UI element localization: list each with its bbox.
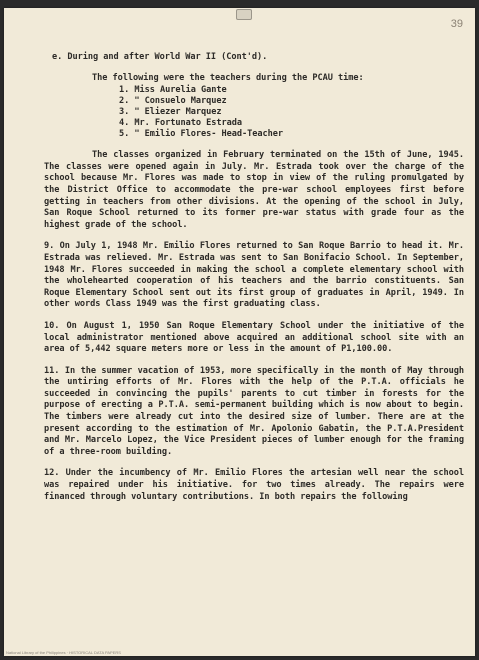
footer-credit: National Library of the Philippines · HISTORICAL DATA PAPERS <box>6 650 121 655</box>
teacher-item: 4. Mr. Fortunato Estrada <box>119 118 242 129</box>
teacher-item: 2. " Consuelo Marquez <box>119 96 227 107</box>
document-page <box>4 8 475 656</box>
teacher-item: 1. Miss Aurelia Gante <box>119 85 227 96</box>
binder-clip <box>236 9 252 20</box>
teacher-item: 5. " Emilio Flores- Head-Teacher <box>119 129 283 140</box>
page-number: 39 <box>450 18 463 30</box>
paragraph-9: 9. On July 1, 1948 Mr. Emilio Flores returned to San Roque Barrio to head it. Mr. Estrada was relieved. Mr. Estrada was sent to San Bonifacio School. In September, 1948 Mr. Flores succeeded in making the school a complete elementary school with the wholehearted cooperation of his teachers and the barrio constituents. San Roque Elementary School sent out its first group of graduates in April, 1949. In other words Class 1949 was the first graduating class. <box>44 241 464 310</box>
section-heading: e. During and after World War II (Cont'd). <box>52 52 268 62</box>
typed-text <box>44 52 464 513</box>
teacher-list <box>44 85 464 140</box>
intro-line: The following were the teachers during the PCAU time: <box>92 72 364 83</box>
paragraph-10: 10. On August 1, 1950 San Roque Elementary School under the initiative of the local administrator mentioned above acquired an additional school site with an area of 5,442 square meters more or less in the amount of P1,100.00. <box>44 320 464 355</box>
teacher-item: 3. " Eliezer Marquez <box>119 107 222 118</box>
paragraph-11: 11. In the summer vacation of 1953, more specifically in the month of May through the untiring efforts of Mr. Flores with the help of the P.T.A. officials he succeeded in convincing the pupils' parents to cut timber in forests for the purpose of erecting a P.T.A. semi-permanent building which is now about to begin. The timbers were already cut into the desired size of lumber. There are at the present according to the estimation of Mr. Apolonio Gabatin, the P.T.A.President and Mr. Marcelo Lopez, the Vice President pieces of lumber enough for the framing of a three-room building. <box>44 365 464 457</box>
paragraph-classes: The classes organized in February terminated on the 15th of June, 1945. The classes were opened again in July. Mr. Estrada took over the charge of the school because Mr. Flores was made to stop in view of the ruling promulgated by the District Office to accommodate the pre-war school employees first before getting in teachers from other divisions. At the opening of the school in July, San Roque School returned to its former pre-war status with grade four as the highest grade of the school. <box>44 150 464 230</box>
paragraph-12: 12. Under the incumbency of Mr. Emilio Flores the artesian well near the school was repaired under his initiative. for two times already. The repairs were financed through voluntary contributions. In both repairs the following <box>44 468 464 502</box>
